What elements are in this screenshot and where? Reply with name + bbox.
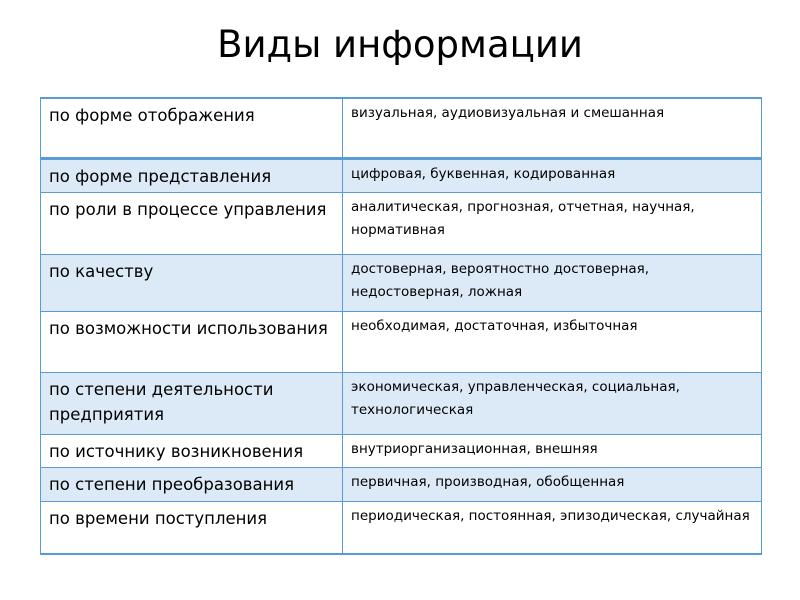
table-row (41, 98, 762, 158)
criterion-cell: по роли в процессе управления (41, 192, 343, 254)
criterion-cell: по времени поступления (41, 501, 343, 554)
criterion-cell: по форме представления (41, 158, 343, 192)
types-cell: первичная, производная, обобщенная (343, 467, 762, 501)
table-row (41, 311, 762, 372)
table-row (41, 254, 762, 311)
types-cell: необходимая, достаточная, избыточная (343, 311, 762, 372)
criterion-cell: по возможности использования (41, 311, 343, 372)
slide-title: Виды информации (217, 23, 583, 66)
types-cell: аналитическая, прогнозная, отчетная, научная, нормативная (343, 192, 762, 254)
table-row (41, 467, 762, 501)
types-cell: периодическая, постоянная, эпизодическая, случайная (343, 501, 762, 554)
table-row (41, 501, 762, 554)
types-cell: цифровая, буквенная, кодированная (343, 158, 762, 192)
types-cell: визуальная, аудиовизуальная и смешанная (343, 98, 762, 158)
info-types-table (40, 97, 762, 555)
table-row (41, 192, 762, 254)
criterion-cell: по форме отображения (41, 98, 343, 158)
table-row (41, 158, 762, 192)
types-cell: внутриорганизационная, внешняя (343, 434, 762, 467)
criterion-cell: по качеству (41, 254, 343, 311)
criterion-cell: по степени преобразования (41, 467, 343, 501)
criterion-cell: по степени деятельности предприятия (41, 372, 343, 434)
table-row (41, 372, 762, 434)
types-cell: достоверная, вероятностно достоверная, недостоверная, ложная (343, 254, 762, 311)
criterion-cell: по источнику возникновения (41, 434, 343, 467)
types-cell: экономическая, управленческая, социальная, технологическая (343, 372, 762, 434)
table-row (41, 434, 762, 467)
